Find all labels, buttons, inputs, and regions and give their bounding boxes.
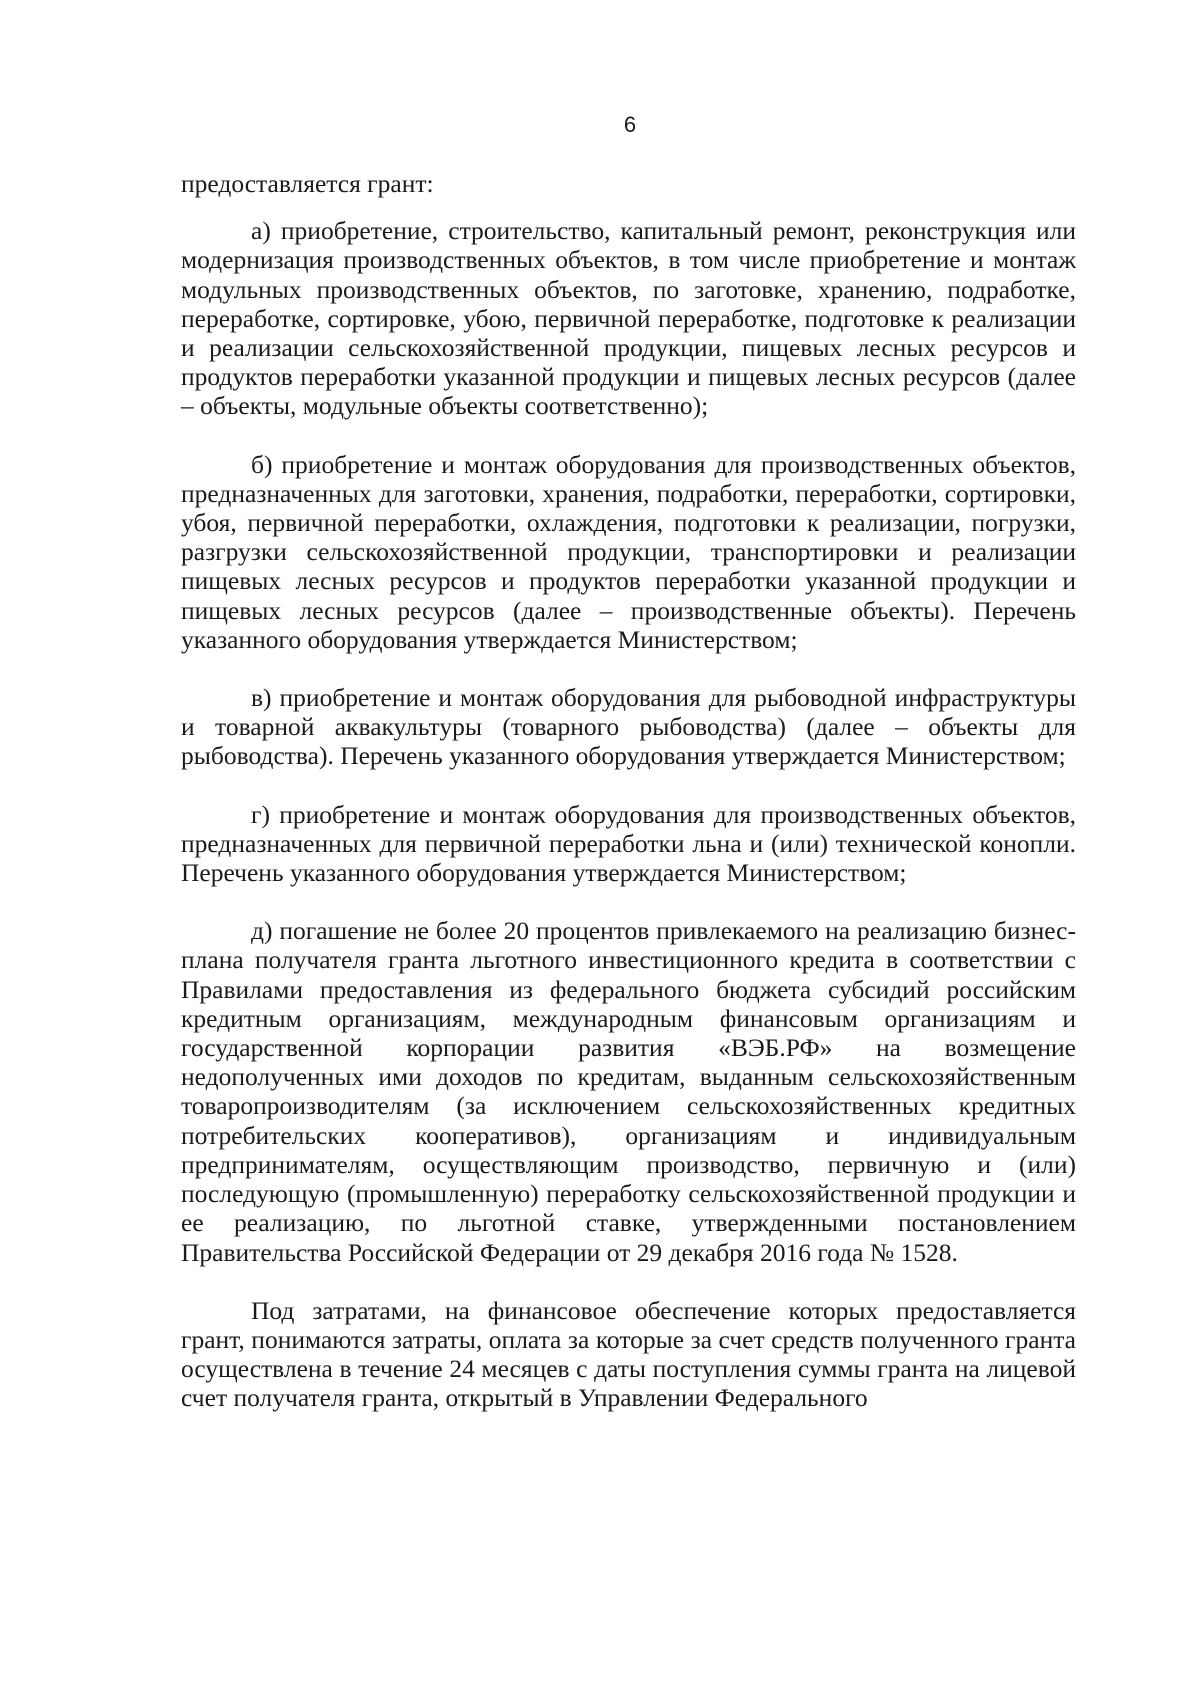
page-number: 6	[623, 112, 637, 137]
paragraph-d: д) погашение не более 20 процентов привлекаемого на реализацию бизнес-плана получателя гранта льготного инвестиционного кредита в соответствии с Правилами предоставления из федерального бюджета субсидий российским кредитным организациям, международным финансовым организациям и государственной корпорации развития «ВЭБ.РФ» на возмещение недополученных ими доходов по кредитам, выданным сельскохозяйственным товаропроизводителям (за исключением сельскохозяйственных кредитных потребительских кооперативов), организациям и индивидуальным предпринимателям, осуществляющим производство, первичную и (или) последующую (промышленную) переработку сельскохозяйственной продукции и ее реализацию, по льготной ставке, утвержденными постановлением Правительства Российской Федерации от 29 декабря 2016 года № 1528.	[181, 916, 1076, 1267]
paragraph-v: в) приобретение и монтаж оборудования для рыбоводной инфраструктуры и товарной аквакультуры (товарного рыбоводства) (далее – объекты для рыбоводства). Перечень указанного оборудования утверждается Министерством;	[181, 683, 1076, 771]
paragraph-b: б) приобретение и монтаж оборудования для производственных объектов, предназначенных для заготовки, хранения, подработки, переработки, сортировки, убоя, первичной переработки, охлаждения, подготовки к реализации, погрузки, разгрузки сельскохозяйственной продукции, транспортировки и реализации пищевых лесных ресурсов и продуктов переработки указанной продукции и пищевых лесных ресурсов (далее – производственные объекты). Перечень указанного оборудования утверждается Министерством;	[181, 449, 1076, 654]
lead-line: предоставляется грант:	[181, 169, 434, 198]
document-body	[181, 169, 1076, 1413]
paragraph-g: г) приобретение и монтаж оборудования для производственных объектов, предназначенных для первичной переработки льна и (или) технической конопли. Перечень указанного оборудования утверждается Министерством;	[181, 799, 1076, 888]
paragraph-costs: Под затратами, на финансовое обеспечение которых предоставляется грант, понимаются затраты, оплата за которые за счет средств полученного гранта осуществлена в течение 24 месяцев с даты поступления суммы гранта на лицевой счет получателя гранта, открытый в Управлении Федерального	[181, 1295, 1076, 1413]
paragraph-a: а) приобретение, строительство, капитальный ремонт, реконструкция или модернизация производственных объектов, в том числе приобретение и монтаж модульных производственных объектов, по заготовке, хранению, подработке, переработке, сортировке, убою, первичной переработке, подготовке к реализации и реализации сельскохозяйственной продукции, пищевых лесных ресурсов и продуктов переработки указанной продукции и пищевых лесных ресурсов (далее – объекты, модульные объекты соответственно);	[181, 216, 1076, 421]
